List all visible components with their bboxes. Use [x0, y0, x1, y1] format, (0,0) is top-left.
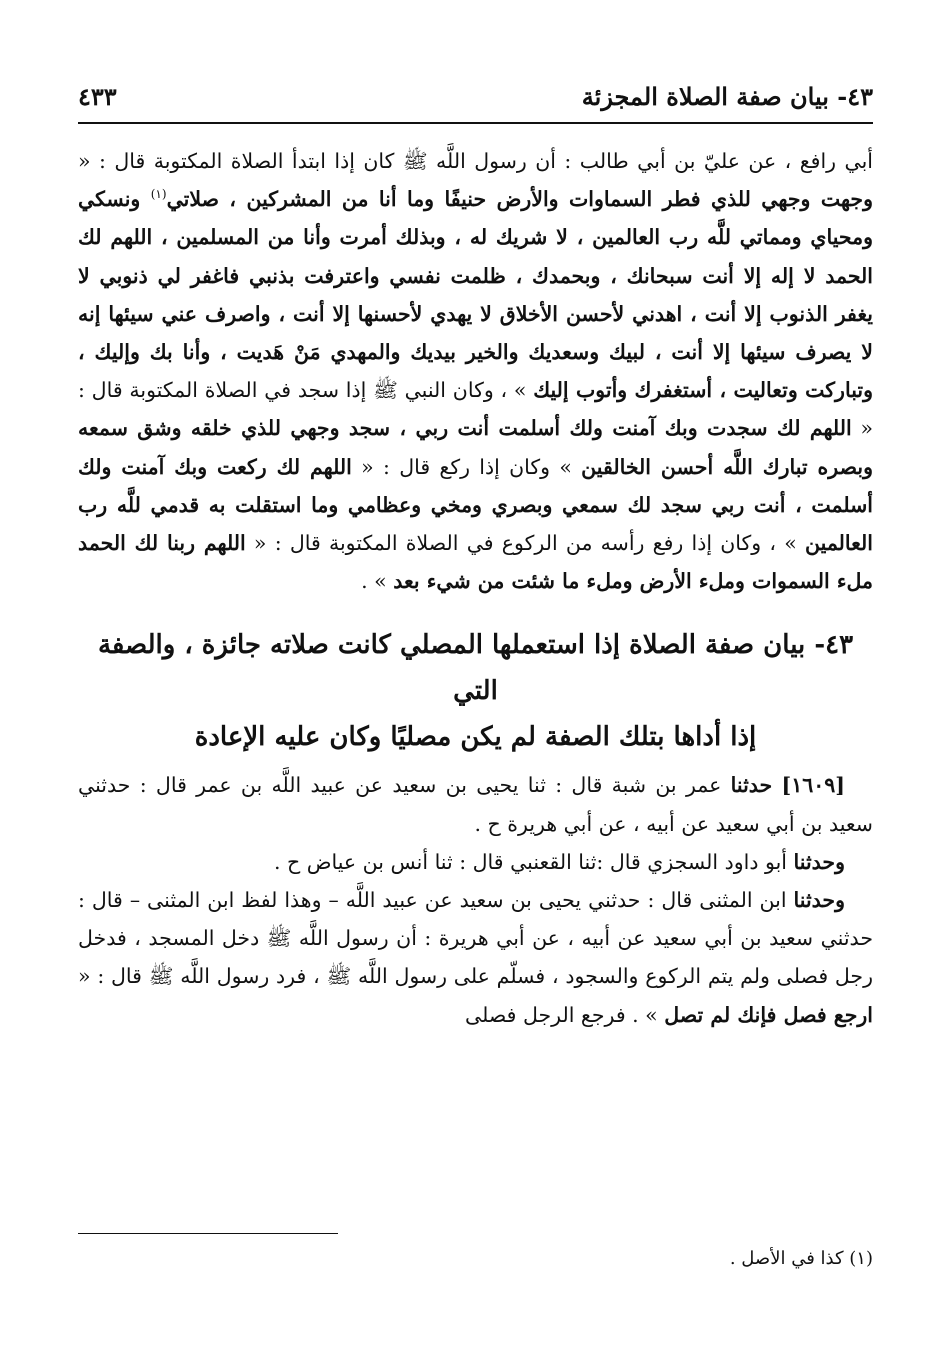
hadith-paragraph-1 — [78, 766, 873, 842]
hadith-number: [١٦٠٩] — [781, 773, 845, 798]
footnote-divider — [78, 1233, 338, 1234]
text-run: » وكان إذا ركع قال : « — [351, 454, 582, 479]
section-heading-line-2: إذا أداها بتلك الصفة لم يكن مصليًا وكان عليه الإعادة — [194, 722, 757, 753]
hadith-paragraph-3 — [78, 881, 873, 1034]
supplication-text: اللهم لك ركعت وبك آمنت ولك أسلمت ، أنت ربي سجد لك سمعي وبصري ومخي وعظامي وما استقلت به قدمي للَّه رب العالمين — [78, 454, 873, 556]
text-run: » . — [361, 569, 394, 594]
hadith-paragraph-2 — [78, 843, 873, 881]
prophetic-quote: ارجع فصل فإنك لم تصل — [664, 1002, 873, 1027]
text-run: » ، وكان النبي ﷺ إذا سجد في الصلاة المكتوبة قال : « — [78, 378, 873, 441]
supplication-text: وجهت وجهي للذي فطر السماوات والأرض حنيفًا وما أنا من المشركين ، صلاتي — [166, 187, 873, 212]
running-header — [78, 70, 873, 124]
text-run: أبي رافع ، عن عليّ بن أبي طالب : أن رسول اللَّه ﷺ كان إذا ابتدأ الصلاة المكتوبة قال : « — [78, 149, 873, 173]
paragraph-1 — [78, 142, 873, 600]
document-page — [78, 70, 873, 1310]
supplication-text: اللهم لك سجدت وبك آمنت ولك أسلمت أنت ربي ، سجد وجهي للذي خلقه وشق سمعه وبصره تبارك اللَّه أحسن الخالقين — [78, 416, 873, 479]
narration-text: عمر بن شبة قال : ثنا يحيى بن سعيد عن عبيد اللَّه بن عمر قال : حدثني سعيد بن أبي سعيد عن أبيه ، عن أبي هريرة ح . — [78, 773, 873, 836]
header-title: ٤٣- بيان صفة الصلاة المجزئة — [581, 81, 873, 111]
footnote: (١) كذا في الأصل . — [729, 1248, 873, 1269]
narration-text: » . فرجع الرجل فصلى — [465, 1002, 665, 1027]
section-heading — [78, 622, 873, 760]
section-heading-line-1: ٤٣- بيان صفة الصلاة إذا استعملها المصلي كانت صلاته جائزة ، والصفة التي — [97, 630, 854, 707]
narration-text: ابن المثنى قال : حدثني يحيى بن سعيد عن عبيد اللَّه – وهذا لفظ ابن المثنى – قال : حدثني سعيد بن أبي سعيد عن أبيه ، عن أبي هريرة : أن رسول اللَّه ﷺ دخل المسجد ، فدخل رجل فصلى ولم يتم الركوع والسجود ، فسلّم على رسول اللَّه ﷺ ، فرد رسول اللَّه ﷺ قال : « — [78, 888, 873, 989]
footnote-marker: (١) — [150, 187, 167, 202]
hadith-block — [78, 766, 873, 1033]
narration-keyword: وحدثنا — [793, 888, 845, 913]
supplication-text: ونسكي ومحياي ومماتي للَّه رب العالمين ، لا شريك له ، وبذلك أمرت وأنا من المسلمين ، اللهم لك الحمد لا إله إلا أنت سبحانك ، وبحمدك ، ظلمت نفسي واعترفت بذنبي فاغفر لي ذنوبي لا يغفر الذنوب إلا أنت ، اهدني لأحسن الأخلاق لا يهدي لأحسنها إلا أنت ، واصرف عني سيئها إنه لا يصرف سيئها إلا أنت ، لبيك وسعديك والخير بيديك والمهدي مَنْ هَديت ، وأنا بك وإليك ، وتباركت وتعاليت ، أستغفرك وأتوب إليك — [78, 187, 873, 403]
supplication-text: اللهم ربنا لك الحمد ملء السموات وملء الأرض وملء ما شئت من شيء بعد — [78, 531, 873, 594]
page-number: ٤٣٣ — [78, 81, 117, 111]
body-text — [78, 142, 873, 600]
narration-keyword: وحدثنا — [793, 849, 845, 874]
narration-text: أبو داود السجزي قال :ثنا القعنبي قال : ثنا أنس بن عياض ح . — [273, 849, 794, 874]
narration-keyword: حدثنا — [730, 773, 773, 798]
text-run: » ، وكان إذا رفع رأسه من الركوع في الصلاة المكتوبة قال : « — [245, 531, 806, 556]
